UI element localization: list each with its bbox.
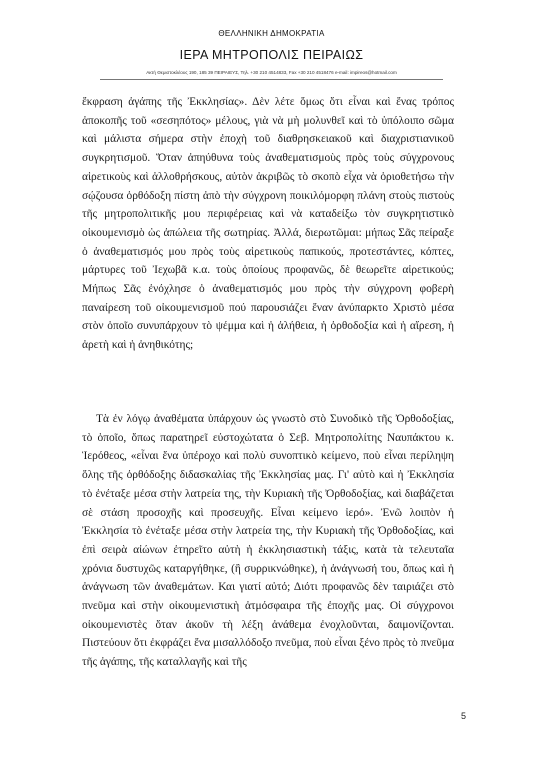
header-divider (100, 79, 443, 80)
state-title: ΘΕΛΛΗΝΙΚΗ ΔΗΜΟΚΡΑΤΙΑ (218, 29, 325, 38)
body-paragraph-1: ἔκφραση ἀγάπης τῆς Ἐκκλησίας». Δὲν λέτε ὅμως ὅτι εἶναι καὶ ἕνας τρόπος ἀποκοπῆς τοῦ «σεσηπότος» μέλους, γιὰ νὰ μὴ μολυνθεῖ καὶ τὸ ὑπόλοιπο σῶμα καὶ μάλιστα σήμερα στὴν ἐποχὴ τοῦ διαθρησκειακοῦ καὶ διαχριστιανικοῦ συγκρητισμοῦ. Ὅταν ἀπηύθυνα τοὺς ἀναθεματισμοὺς πρὸς τοὺς σύγχρονους αἱρετικοὺς καὶ ἀλλοθρήσκους, αὐτὸν ἀκριβῶς τὸ σκοπὸ εἶχα νὰ ὁριοθετήσω τὴν σῴζουσα ὀρθόδοξη πίστη ἀπὸ τὴν σύγχρονη ποικιλόμορφη πλάνη στοὺς πιστοὺς τῆς μητροπολιτικῆς μου περιφέρειας καὶ νὰ καταδείξω τὸν συγκρητιστικὸ οἰκουμενισμὸ ὡς ἀπώλεια τῆς σωτηρίας. Ἀλλά, διερωτῶμαι: μήπως Σᾶς πείραξε ὁ ἀναθεματισμός μου πρὸς τοὺς αἱρετικοὺς παπικούς, προτεστάντες, κόπτες, μάρτυρες τοῦ Ἰεχωβᾶ κ.α. τοὺς ὁποίους προφανῶς, δὲ θεωρεῖτε αἱρετικούς; Μήπως Σᾶς ἐνόχλησε ὁ ἀναθεματισμός μου πρὸς τὴν σύγχρονη φοβερὴ παναίρεση τοῦ οἰκουμενισμοῦ πού παρουσιάζει ἕναν ἀνύπαρκτο Χριστὸ μέσα στὸν ὁποῖο συνυπάρχουν τὸ ψέμμα καὶ ἡ ἀλήθεια, ἡ ὀρθοδοξία καὶ ἡ αἵρεση, ἡ ἀρετὴ καὶ ἡ ἀνηθικότης; (82, 96, 454, 352)
contact-line: Ακτή Θεμιστοκλέους 190, 185 39 ΠΕΙΡΑΙΕΥΣ, Τηλ. +30 210 4514833, Fax +30 210 4518476 e-mail: impireos@hotmail.com (146, 70, 397, 75)
metropolis-title: ΙΕΡΑ ΜΗΤΡΟΠΟΛΙΣ ΠΕΙΡΑΙΩΣ (179, 48, 364, 62)
body-paragraph-2: Τὰ ἐν λόγῳ ἀναθέματα ὑπάρχουν ὡς γνωστὸ στὸ Συνοδικὸ τῆς Ὀρθοδοξίας, τὸ ὁποῖο, ὅπως παρατηρεῖ εὐστοχώτατα ὁ Σεβ. Μητροπολίτης Ναυπάκτου κ. Ἱερόθεος, «εἶναι ἕνα ὑπέροχο καὶ πολὺ συνοπτικὸ κείμενο, ποὺ εἶναι περίληψη ὅλης τῆς ὀρθόδοξης διδασκαλίας τῆς Ἐκκλησίας μας. Γι' αὐτὸ καὶ ἡ Ἐκκλησία τὸ ἐνέταξε μέσα στὴν λατρεία της, τὴν Κυριακὴ τῆς Ὀρθοδοξίας, καὶ διαβάζεται σὲ στάση προσοχῆς καὶ προσευχῆς. Εἶναι κείμενο ἱερό». Ἐνῶ λοιπὸν ἡ Ἐκκλησία τὸ ἐνέταξε μέσα στὴν λατρεία της, τὴν Κυριακὴ τῆς Ὀρθοδοξίας, καὶ ἐπὶ σειρὰ αἰώνων ἐτηρεῖτο αὐτὴ ἡ ἐκκλησιαστικὴ τάξις, κατὰ τὰ τελευταῖα χρόνια δυστυχῶς καταργήθηκε, (ἢ συρρικνώθηκε), ἡ ἀνάγνωσή του, ὅπως καὶ ἡ ἀνάγνωση τῶν ἀναθεμάτων. Και γιατί αὐτό; Διότι προφανῶς δὲν ταιριάζει στὸ πνεῦμα καὶ στὴν οἰκουμενιστικὴ ἀτμόσφαιρα τῆς ἐποχῆς μας. Οἱ σύγχρονοι οἰκουμενιστὲς ὅταν ἀκοῦν τὴ λέξη ἀνάθεμα ἐνοχλοῦνται, δαιμονίζονται. Πιστεύουν ὅτι ἐκφράζει ἕνα μισαλλόδοξο πνεῦμα, ποὺ εἶναι ξένο πρὸς τὸ πνεῦμα τῆς ἀγάπης, τῆς καταλλαγῆς καὶ τῆς (82, 413, 454, 669)
page-number: 5 (460, 711, 466, 721)
